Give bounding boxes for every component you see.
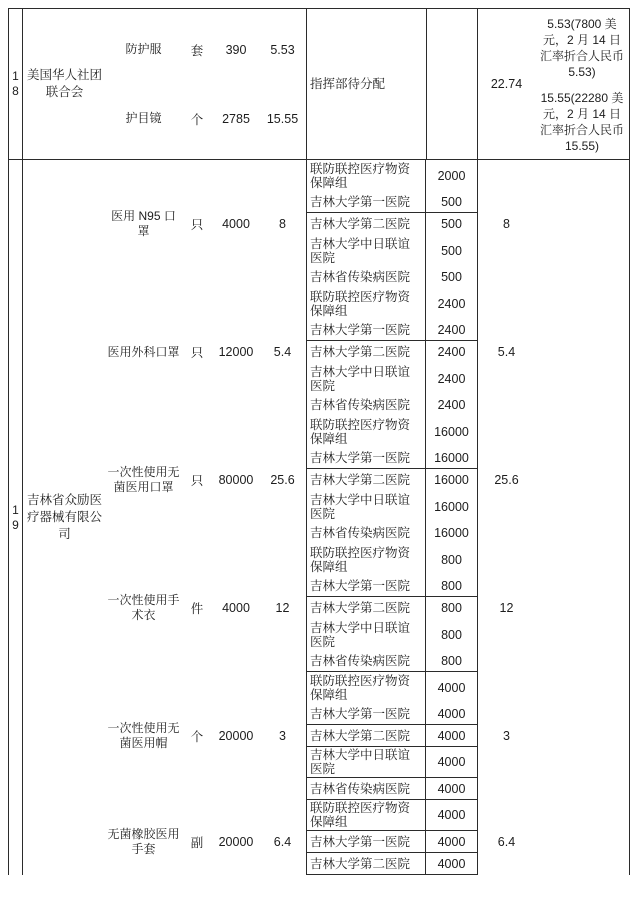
allocation-receiver: 吉林大学中日联谊医院 bbox=[310, 492, 411, 521]
item-unit: 个 bbox=[190, 112, 204, 127]
item-unit: 副 bbox=[190, 836, 204, 850]
allocation-row bbox=[307, 288, 477, 319]
allocation-row bbox=[307, 319, 477, 341]
allocation-qty: 800 bbox=[425, 544, 477, 575]
allocation-receiver: 吉林大学第一医院 bbox=[310, 578, 411, 593]
item-name: 一次性使用手术衣 bbox=[107, 593, 180, 622]
item-row bbox=[106, 41, 306, 59]
allocation-qty: 4000 bbox=[425, 853, 477, 874]
allocation-receiver: 联防联控医疗物资保障组 bbox=[310, 545, 411, 574]
allocation-row bbox=[307, 544, 477, 575]
allocation-qty: 16000 bbox=[425, 469, 477, 491]
allocation-qty: 4000 bbox=[425, 672, 477, 703]
allocation-row bbox=[307, 725, 477, 747]
item-value: 12 bbox=[275, 601, 290, 615]
item-qty: 4000 bbox=[222, 601, 250, 615]
allocation-row bbox=[307, 575, 477, 597]
allocation-qty: 2000 bbox=[425, 160, 477, 191]
allocation-receiver: 吉林大学中日联谊医院 bbox=[310, 236, 411, 265]
item-value: 15.55 bbox=[266, 111, 299, 126]
allocation-receiver: 吉林大学第二医院 bbox=[310, 856, 411, 871]
allocation-qty: 500 bbox=[425, 213, 477, 235]
allocation-qty: 4000 bbox=[425, 725, 477, 746]
allocation-receiver: 吉林大学第一医院 bbox=[310, 834, 411, 849]
row-number: 19 bbox=[9, 160, 23, 875]
allocation-qty: 4000 bbox=[425, 703, 477, 724]
item-qty: 4000 bbox=[222, 217, 250, 231]
row-number: 18 bbox=[9, 9, 23, 159]
allocation-row bbox=[307, 447, 477, 469]
total-value-cell: 22.74 bbox=[490, 77, 523, 91]
item-value: 5.53 bbox=[270, 42, 295, 57]
item-total-value: 3 bbox=[503, 729, 510, 743]
allocation-qty: 4000 bbox=[425, 747, 477, 777]
item-unit: 套 bbox=[190, 43, 204, 58]
allocation-row bbox=[307, 522, 477, 544]
allocation-receiver: 吉林大学第二医院 bbox=[310, 728, 411, 743]
allocation-receiver: 吉林大学第二医院 bbox=[310, 601, 411, 615]
item-name: 医用 N95 口罩 bbox=[111, 209, 176, 238]
allocation-qty: 16000 bbox=[425, 447, 477, 468]
allocation-row bbox=[307, 853, 477, 875]
donation-allocation-table bbox=[8, 8, 630, 875]
allocation-receiver: 吉林大学中日联谊医院 bbox=[310, 620, 411, 649]
item-row bbox=[106, 209, 306, 239]
item-total-value: 8 bbox=[503, 217, 510, 231]
table-row-19 bbox=[9, 160, 629, 875]
allocation-qty: 2400 bbox=[425, 288, 477, 319]
table-row-18 bbox=[9, 9, 629, 160]
allocation-row bbox=[307, 672, 477, 703]
allocation-receiver: 吉林省传染病医院 bbox=[310, 398, 411, 412]
item-unit: 件 bbox=[190, 602, 204, 616]
allocation-qty: 500 bbox=[425, 266, 477, 288]
item-row bbox=[106, 593, 306, 623]
allocation-qty: 16000 bbox=[425, 491, 477, 522]
allocation-receiver: 吉林省传染病医院 bbox=[310, 781, 411, 796]
item-name: 一次性使用无菌医用口罩 bbox=[107, 465, 180, 494]
allocation-row bbox=[307, 619, 477, 650]
item-total-value: 6.4 bbox=[497, 835, 516, 849]
note-text: 15.55(22280 美元，2 月 14 日汇率折合人民币 15.55) bbox=[539, 91, 624, 153]
allocation-qty: 800 bbox=[425, 619, 477, 650]
item-unit: 个 bbox=[190, 730, 204, 744]
allocation-qty: 4000 bbox=[425, 778, 477, 799]
item-value: 25.6 bbox=[270, 473, 295, 487]
allocation-qty: 16000 bbox=[425, 522, 477, 544]
allocation-row bbox=[307, 235, 477, 266]
allocation-receiver: 吉林大学第一医院 bbox=[310, 322, 411, 337]
allocation-receiver: 吉林省传染病医院 bbox=[310, 653, 411, 668]
item-total-value: 5.4 bbox=[497, 345, 516, 359]
item-qty: 20000 bbox=[218, 835, 254, 849]
item-total-value: 25.6 bbox=[494, 473, 519, 487]
allocation-receiver: 吉林大学第二医院 bbox=[310, 345, 411, 359]
item-unit: 只 bbox=[190, 474, 204, 488]
allocation-row bbox=[307, 650, 477, 672]
allocation-row bbox=[307, 266, 477, 288]
item-total-value: 12 bbox=[499, 601, 514, 615]
item-name: 医用外科口罩 bbox=[107, 344, 180, 359]
item-name: 一次性使用无菌医用帽 bbox=[107, 721, 180, 750]
item-value: 8 bbox=[279, 217, 286, 231]
allocation-row bbox=[307, 341, 477, 363]
allocation-row bbox=[307, 800, 477, 831]
allocation-receiver: 吉林大学第一医院 bbox=[310, 194, 411, 209]
allocation-row bbox=[307, 703, 477, 725]
items-column bbox=[106, 9, 306, 159]
item-qty: 2785 bbox=[222, 111, 250, 126]
item-row bbox=[106, 721, 306, 751]
item-value: 5.4 bbox=[273, 345, 292, 359]
allocation-qty: 500 bbox=[425, 235, 477, 266]
allocation-receiver: 联防联控医疗物资保障组 bbox=[310, 289, 411, 318]
donor-name: 美国华人社团联合会 bbox=[27, 68, 103, 99]
note-text: 5.53(7800 美元，2 月 14 日汇率折合人民币 5.53) bbox=[539, 17, 624, 79]
total-value-column bbox=[478, 160, 535, 875]
allocation-qty: 4000 bbox=[425, 800, 477, 830]
allocation-qty: 800 bbox=[425, 575, 477, 596]
allocation-row bbox=[307, 747, 477, 778]
allocation-rows-column bbox=[306, 160, 478, 875]
allocation-qty: 2400 bbox=[425, 319, 477, 340]
items-column bbox=[106, 160, 306, 875]
allocation-receiver: 吉林大学第一医院 bbox=[310, 450, 411, 465]
allocation-qty: 2400 bbox=[425, 363, 477, 394]
allocation-receiver: 吉林省传染病医院 bbox=[310, 270, 411, 284]
allocation-qty: 4000 bbox=[425, 831, 477, 852]
allocation-row bbox=[307, 160, 477, 191]
allocation-qty: 500 bbox=[425, 191, 477, 212]
allocation-row bbox=[307, 469, 477, 491]
item-name: 护目镜 bbox=[125, 111, 162, 125]
allocation-row bbox=[307, 191, 477, 213]
allocation-qty: 16000 bbox=[425, 416, 477, 447]
item-row bbox=[106, 110, 306, 128]
notes-cell bbox=[535, 9, 629, 159]
allocation-row bbox=[307, 416, 477, 447]
allocation-receiver: 吉林大学中日联谊医院 bbox=[310, 364, 411, 393]
allocation-row bbox=[307, 597, 477, 619]
notes-cell-empty bbox=[535, 160, 629, 875]
allocation-receiver: 吉林省传染病医院 bbox=[310, 526, 411, 540]
allocation-row bbox=[307, 491, 477, 522]
item-qty: 390 bbox=[225, 42, 247, 57]
item-qty: 80000 bbox=[218, 473, 254, 487]
allocation-qty: 2400 bbox=[425, 341, 477, 363]
item-value: 3 bbox=[279, 729, 286, 743]
item-qty: 20000 bbox=[218, 729, 254, 743]
item-unit: 只 bbox=[190, 346, 204, 360]
allocation-qty: 800 bbox=[425, 650, 477, 671]
allocation-receiver: 联防联控医疗物资保障组 bbox=[310, 161, 411, 190]
allocation-row bbox=[307, 394, 477, 416]
allocation-row bbox=[307, 831, 477, 853]
allocation-row bbox=[307, 363, 477, 394]
allocation-qty: 800 bbox=[425, 597, 477, 619]
item-unit: 只 bbox=[190, 218, 204, 232]
allocation-receiver: 吉林大学第一医院 bbox=[310, 706, 411, 721]
item-name: 无菌橡胶医用手套 bbox=[107, 827, 180, 856]
item-name: 防护服 bbox=[125, 42, 162, 56]
allocation-receiver: 联防联控医疗物资保障组 bbox=[310, 673, 411, 702]
allocation-row bbox=[307, 778, 477, 800]
allocation-row bbox=[307, 213, 477, 235]
donor-name: 吉林省众励医疗器械有限公司 bbox=[27, 493, 103, 541]
receiver-cell: 指挥部待分配 bbox=[306, 9, 426, 159]
allocation-receiver: 吉林大学第二医院 bbox=[310, 217, 411, 231]
item-qty: 12000 bbox=[218, 345, 254, 359]
allocation-receiver: 吉林大学第二医院 bbox=[310, 473, 411, 487]
item-row bbox=[106, 343, 306, 361]
allocation-qty: 2400 bbox=[425, 394, 477, 416]
item-row bbox=[106, 827, 306, 857]
allocation-qty-cell-empty bbox=[426, 9, 478, 159]
item-row bbox=[106, 465, 306, 495]
allocation-receiver: 联防联控医疗物资保障组 bbox=[310, 417, 411, 446]
item-value: 6.4 bbox=[273, 835, 292, 849]
allocation-receiver: 吉林大学中日联谊医院 bbox=[310, 748, 411, 776]
allocation-receiver: 联防联控医疗物资保障组 bbox=[310, 801, 411, 829]
